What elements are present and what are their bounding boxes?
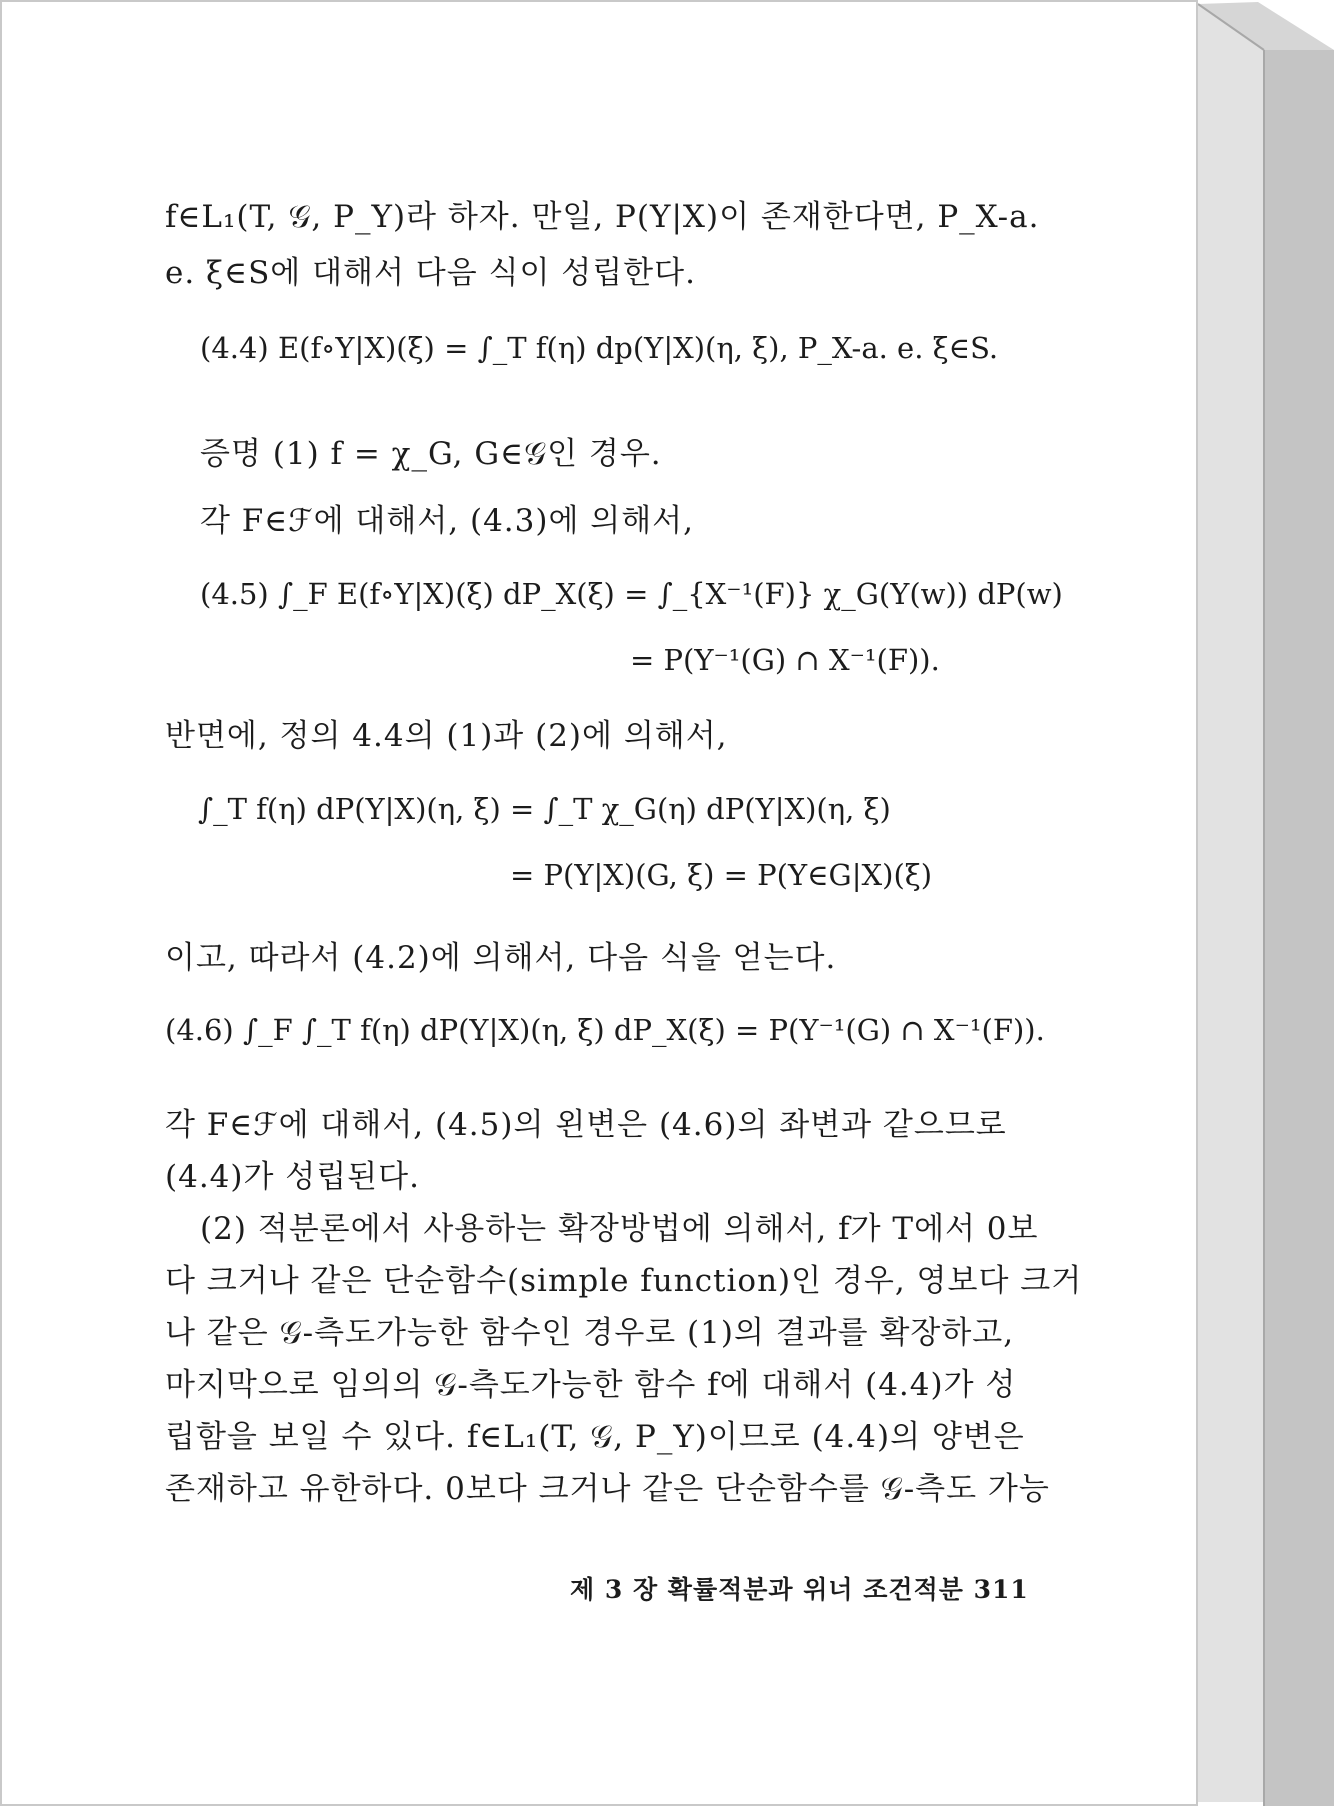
- equation-4-6: (4.6) ∫_F ∫_T f(η) dP(Y|X)(η, ξ) dP_X(ξ) = P(Y⁻¹(G) ∩ X⁻¹(F)).: [165, 1013, 1045, 1047]
- paragraph-line: 각 F∈ℱ에 대해서, (4.5)의 왼변은 (4.6)의 좌변과 같으므로: [165, 1107, 1007, 1143]
- paragraph-line: 나 같은 𝒢-측도가능한 함수인 경우로 (1)의 결과를 확장하고,: [165, 1315, 1015, 1351]
- equation-middle-line2: = P(Y|X)(G, ξ) = P(Y∈G|X)(ξ): [510, 858, 933, 892]
- paragraph-line: 이고, 따라서 (4.2)에 의해서, 다음 식을 얻는다.: [165, 940, 837, 976]
- equation-4-5-line1: (4.5) ∫_F E(f∘Y|X)(ξ) dP_X(ξ) = ∫_{X⁻¹(F)} χ_G(Y(w)) dP(w): [200, 577, 1063, 611]
- paragraph-line: 존재하고 유한하다. 0보다 크거나 같은 단순함수를 𝒢-측도 가능: [165, 1471, 1050, 1507]
- paragraph-line: 다 크거나 같은 단순함수(simple function)인 경우, 영보다 크거: [165, 1263, 1083, 1299]
- paragraph-line: (2) 적분론에서 사용하는 확장방법에 의해서, f가 T에서 0보: [200, 1211, 1039, 1247]
- equation-4-4: (4.4) E(f∘Y|X)(ξ) = ∫_T f(η) dp(Y|X)(η, ξ), P_X-a. e. ξ∈S.: [200, 331, 999, 365]
- paragraph-line: (4.4)가 성립된다.: [165, 1159, 420, 1195]
- proof-heading: 증명 (1) f = χ_G, G∈𝒢인 경우.: [200, 436, 662, 472]
- paragraph-line: 마지막으로 임의의 𝒢-측도가능한 함수 f에 대해서 (4.4)가 성: [165, 1367, 1017, 1403]
- book-spine: [1198, 0, 1334, 1806]
- paragraph-line: 반면에, 정의 4.4의 (1)과 (2)에 의해서,: [165, 718, 728, 754]
- paragraph-line: f∈L₁(T, 𝒢, P_Y)라 하자. 만일, P(Y|X)이 존재한다면, P_X-a.: [165, 199, 1040, 235]
- paragraph-line: 립함을 보일 수 있다. f∈L₁(T, 𝒢, P_Y)이므로 (4.4)의 양변은: [165, 1419, 1025, 1455]
- paragraph-line: e. ξ∈S에 대해서 다음 식이 성립한다.: [165, 255, 696, 291]
- equation-4-5-line2: = P(Y⁻¹(G) ∩ X⁻¹(F)).: [630, 643, 940, 677]
- spine-shape: [1198, 0, 1334, 1806]
- paragraph-line: 각 F∈ℱ에 대해서, (4.3)에 의해서,: [200, 503, 694, 539]
- equation-middle-line1: ∫_T f(η) dP(Y|X)(η, ξ) = ∫_T χ_G(η) dP(Y|X)(η, ξ): [198, 792, 891, 826]
- running-footer: 제 3 장 확률적분과 위너 조건적분 311: [570, 1575, 1029, 1604]
